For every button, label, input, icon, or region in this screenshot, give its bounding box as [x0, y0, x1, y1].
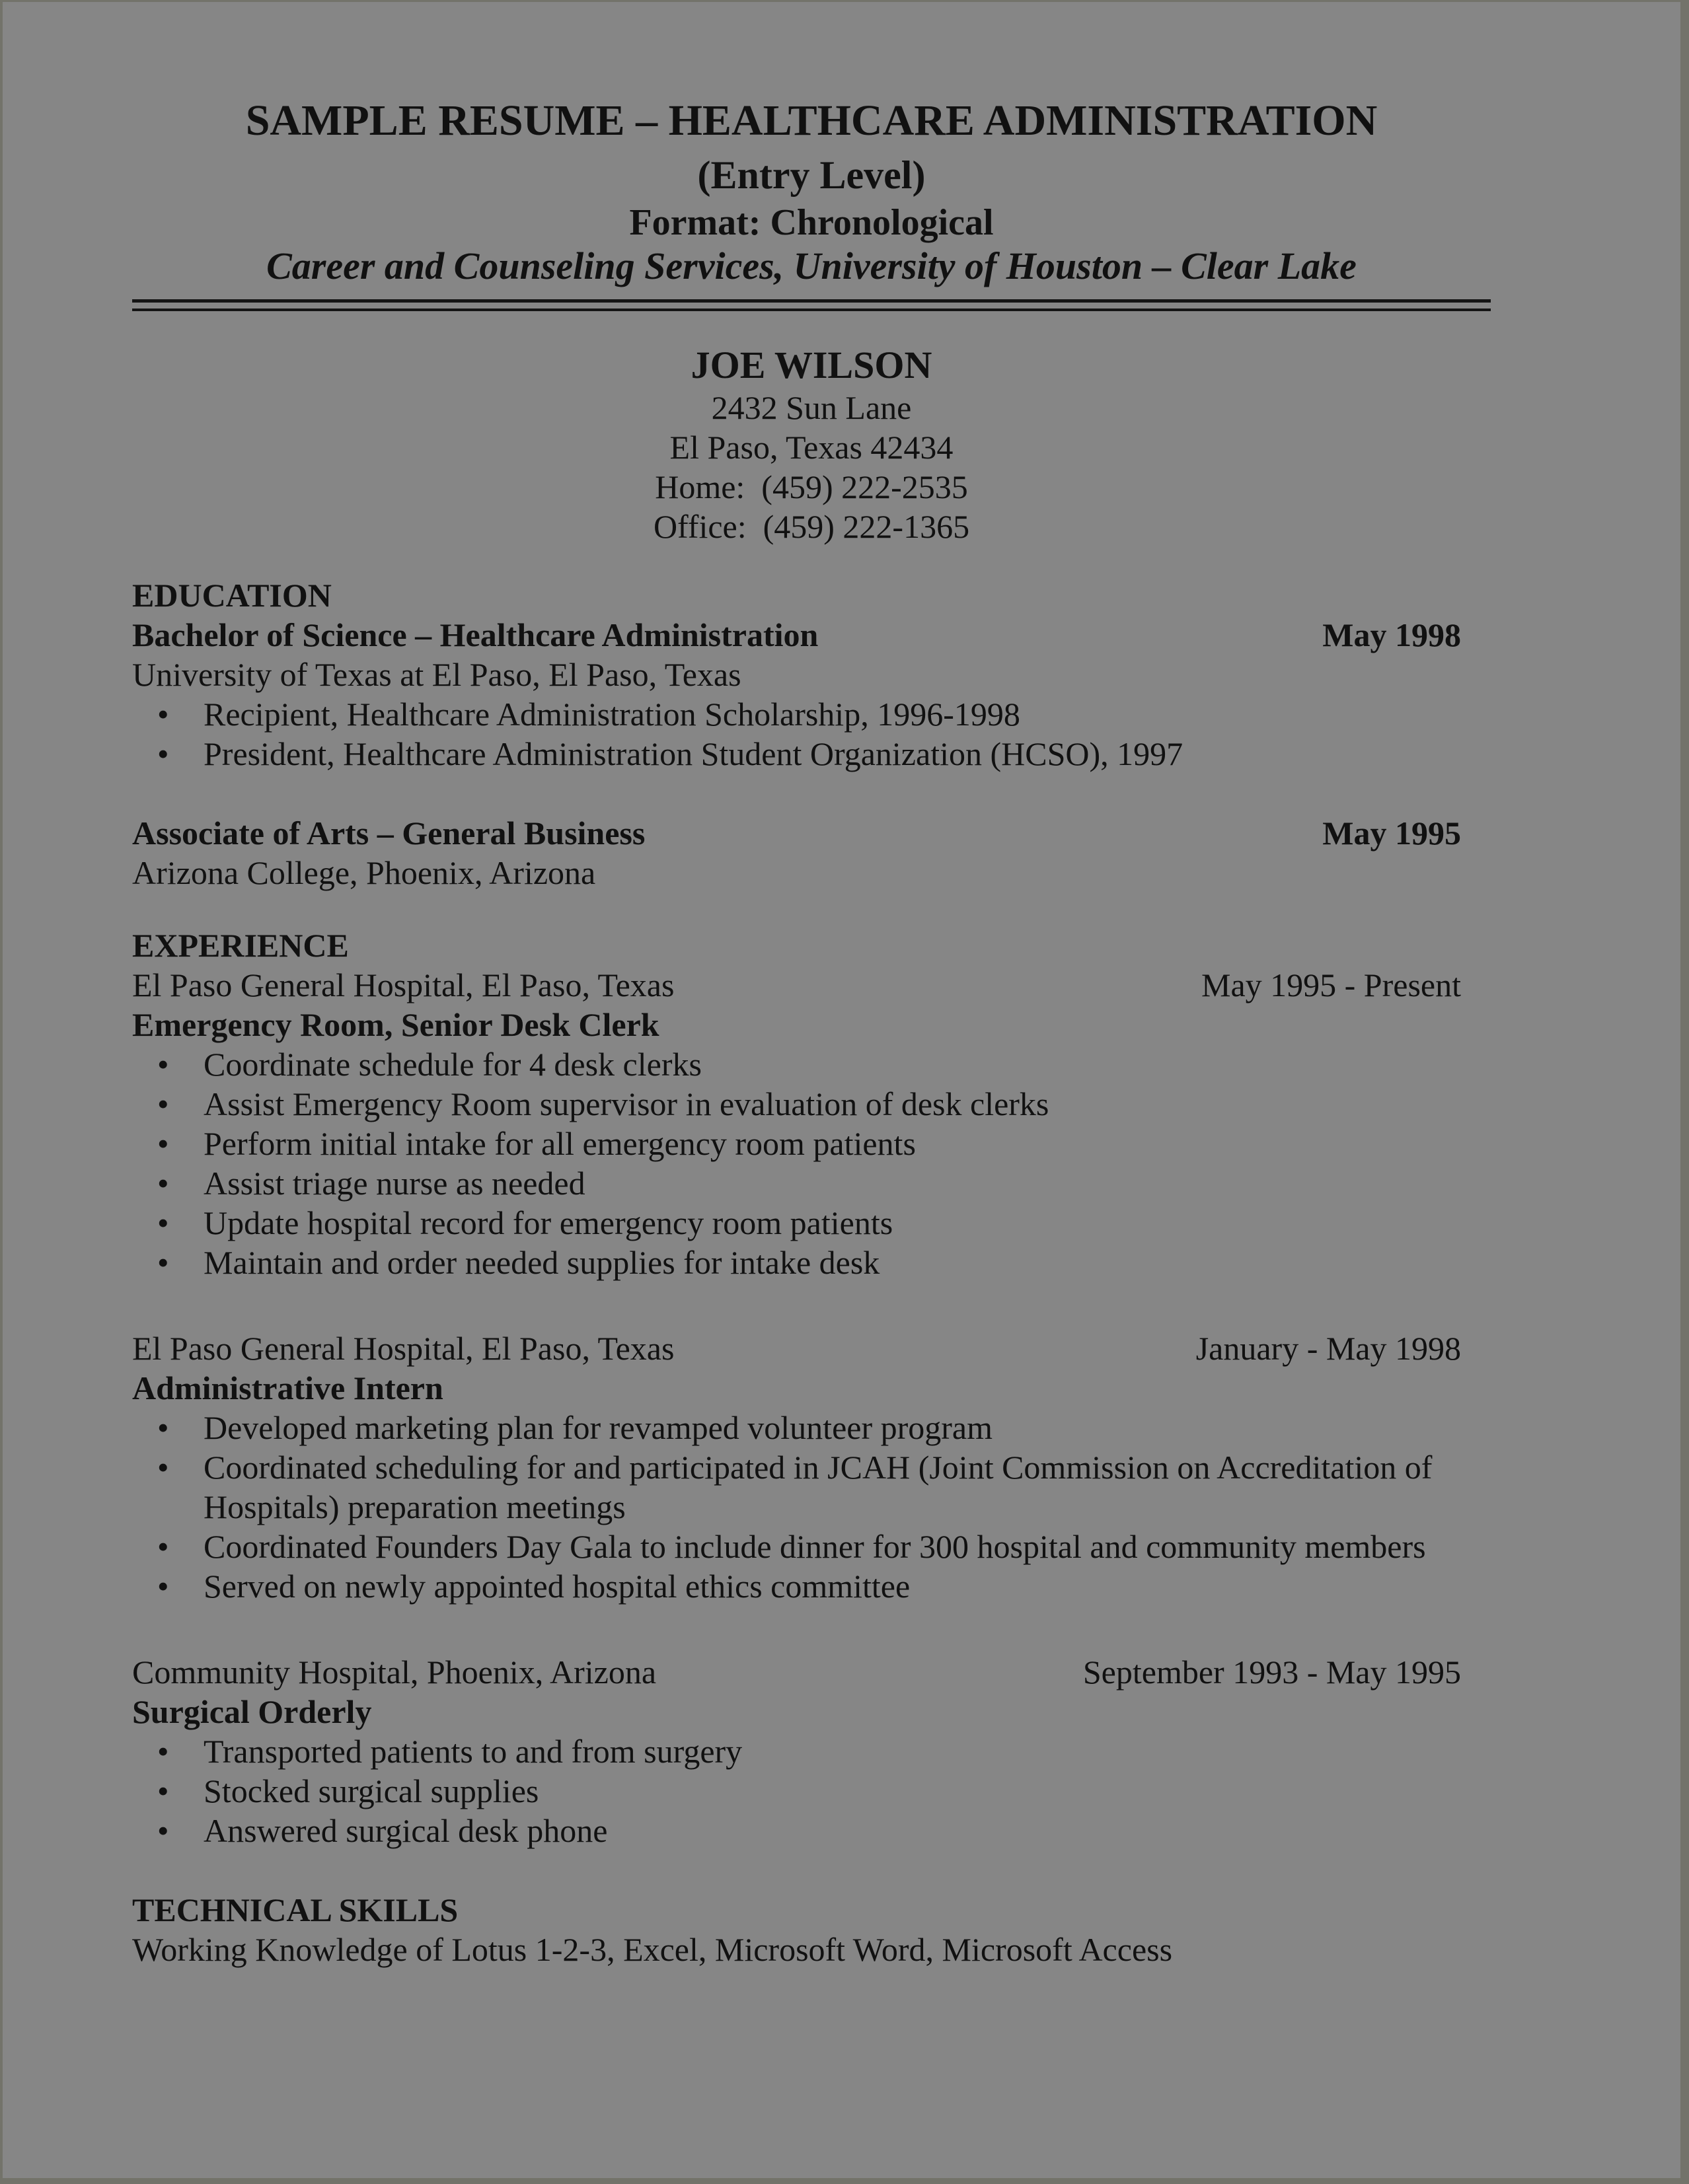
candidate-name: JOE WILSON	[691, 344, 932, 386]
address-line-2: El Paso, Texas 42434	[669, 429, 954, 466]
bullet-item: • Coordinated Founders Day Gala to include dinner for 300 hospital and community members	[132, 1527, 1491, 1566]
page-title: SAMPLE RESUME – HEALTHCARE ADMINISTRATION	[245, 96, 1378, 145]
page-content	[132, 93, 1491, 1969]
bullet-item: • Stocked surgical supplies	[132, 1771, 1491, 1811]
degree-name: Associate of Arts – General Business	[132, 815, 646, 852]
experience-job	[132, 1652, 1491, 1850]
experience-job	[132, 1329, 1491, 1606]
technical-skills-text: Working Knowledge of Lotus 1-2-3, Excel, Microsoft Word, Microsoft Access	[132, 1931, 1173, 1968]
employer-name: Community Hospital, Phoenix, Arizona	[132, 1654, 657, 1691]
entry-level-subtitle: (Entry Level)	[697, 153, 926, 197]
degree-date: May 1998	[1322, 616, 1461, 653]
bullet-item: • President, Healthcare Administration Student Organization (HCSO), 1997	[132, 734, 1491, 774]
education-entry	[132, 615, 1491, 774]
bullet-item: • Answered surgical desk phone	[132, 1811, 1491, 1850]
job-title: Surgical Orderly	[132, 1693, 372, 1730]
employment-dates: May 1995 - Present	[1201, 966, 1461, 1003]
format-line: Format: Chronological	[629, 202, 994, 243]
bullet-item: • Served on newly appointed hospital ethics committee	[132, 1566, 1491, 1606]
section-heading-education: EDUCATION	[132, 577, 332, 614]
section-heading-experience: EXPERIENCE	[132, 927, 349, 964]
bullet-item: • Assist Emergency Room supervisor in evaluation of desk clerks	[132, 1084, 1491, 1124]
school-name: University of Texas at El Paso, El Paso, Texas	[132, 656, 741, 693]
degree-name: Bachelor of Science – Healthcare Administration	[132, 616, 819, 653]
contact-block	[132, 343, 1491, 546]
bullet-item: • Perform initial intake for all emergency room patients	[132, 1124, 1491, 1163]
bullet-item: • Assist triage nurse as needed	[132, 1163, 1491, 1203]
employer-name: El Paso General Hospital, El Paso, Texas	[132, 966, 675, 1003]
home-phone: Home: (459) 222-2535	[655, 468, 968, 505]
document-header	[132, 93, 1491, 289]
bullet-item: • Coordinate schedule for 4 desk clerks	[132, 1044, 1491, 1084]
bullet-item: • Recipient, Healthcare Administration Scholarship, 1996-1998	[132, 694, 1491, 734]
employment-dates: September 1993 - May 1995	[1082, 1654, 1461, 1691]
degree-date: May 1995	[1322, 815, 1461, 852]
bullet-item: • Coordinated scheduling for and participated in JCAH (Joint Commission on Accreditation of Hospitals) preparation meetings	[132, 1447, 1491, 1527]
education-entry	[132, 813, 1491, 892]
source-line: Career and Counseling Services, University of Houston – Clear Lake	[266, 244, 1357, 287]
bullet-item: • Developed marketing plan for revamped volunteer program	[132, 1408, 1491, 1447]
office-phone: Office: (459) 222-1365	[653, 508, 970, 545]
bullet-item: • Update hospital record for emergency room patients	[132, 1203, 1491, 1243]
section-heading-technical-skills: TECHNICAL SKILLS	[132, 1891, 459, 1928]
job-title: Emergency Room, Senior Desk Clerk	[132, 1006, 659, 1043]
employment-dates: January - May 1998	[1195, 1330, 1461, 1367]
school-name: Arizona College, Phoenix, Arizona	[132, 854, 596, 891]
double-rule-divider	[132, 299, 1491, 311]
employer-name: El Paso General Hospital, El Paso, Texas	[132, 1330, 675, 1367]
address-line-1: 2432 Sun Lane	[711, 389, 912, 426]
bullet-item: • Maintain and order needed supplies for intake desk	[132, 1243, 1491, 1282]
experience-job	[132, 965, 1491, 1282]
bullet-item: • Transported patients to and from surgery	[132, 1731, 1491, 1771]
job-title: Administrative Intern	[132, 1369, 443, 1406]
